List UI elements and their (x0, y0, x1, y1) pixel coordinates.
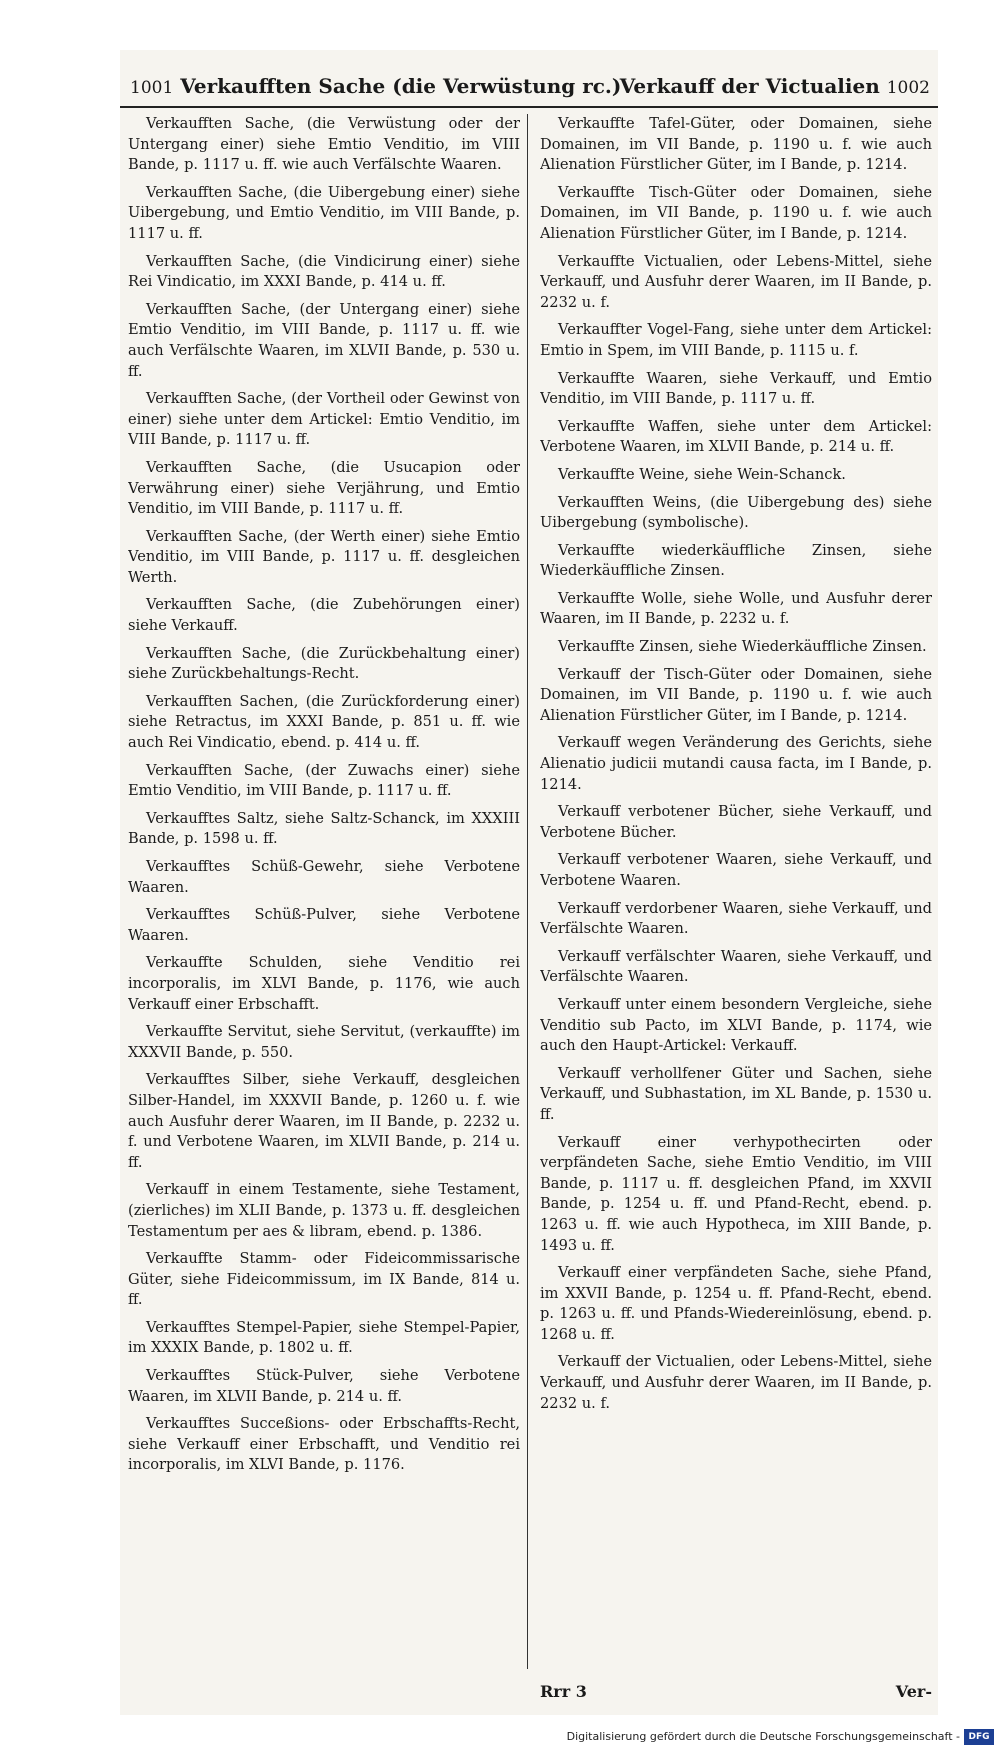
index-entry: Verkauffte Schulden, siehe Venditio rei incorporalis, im XLVI Bande, p. 1176, wie auch Verkauff einer Erbschafft. (128, 954, 520, 1013)
index-entry: Verkauff verfälschter Waaren, siehe Verkauff, und Verfälschte Waaren. (540, 947, 932, 986)
index-entry: Verkauffte Stamm- oder Fideicommissarische Güter, siehe Fideicommissum, im IX Bande, 814 u. ff. (128, 1250, 520, 1309)
index-entry: Verkauffte Tisch-Güter oder Domainen, siehe Domainen, im VII Bande, p. 1190 u. f. wie auch Alienation Fürstlicher Güter, im I Bande, p. 1214. (540, 183, 932, 242)
index-entry: Verkaufften Weins, (die Uibergebung des) siehe Uibergebung (symbolische). (540, 493, 932, 532)
page-number-right: 1002 (886, 78, 930, 98)
index-entry: Verkauff verbotener Bücher, siehe Verkauff, und Verbotene Bücher. (540, 803, 932, 841)
index-entry: Verkaufften Sache, (die Uibergebung einer) siehe Uibergebung, und Emtio Venditio, im VIII Bande, p. 1117 u. ff. (128, 183, 520, 242)
index-entry: Verkauff der Victualien, oder Lebens-Mittel, siehe Verkauff, und Ausfuhr derer Waaren, im II Bande, p. 2232 u. f. (540, 1353, 932, 1412)
running-title-left: Verkaufften Sache (die Verwüstung rc.) (180, 74, 622, 98)
book-page (120, 50, 938, 1715)
index-entry: Verkaufften Sache, (die Vindicirung einer) siehe Rei Vindicatio, im XXXI Bande, p. 414 u. ff. (128, 252, 520, 291)
text-columns (120, 114, 938, 1674)
index-entry: Verkauffte wiederkäuffliche Zinsen, siehe Wiederkäuffliche Zinsen. (540, 541, 932, 580)
index-entry: Verkauff verhollfener Güter und Sachen, siehe Verkauff, und Subhastation, im XL Bande, p. 1530 u. ff. (540, 1064, 932, 1123)
page-number-left: 1001 (130, 78, 174, 98)
index-entry: Verkaufftes Stück-Pulver, siehe Verbotene Waaren, im XLVII Bande, p. 214 u. ff. (128, 1367, 520, 1405)
index-entry: Verkaufftes Stempel-Papier, siehe Stempel-Papier, im XXXIX Bande, p. 1802 u. ff. (128, 1318, 520, 1357)
header-left (130, 74, 621, 98)
index-entry: Verkaufften Sachen, (die Zurückforderung einer) siehe Retractus, im XXXI Bande, p. 851 u. ff. wie auch Rei Vindicatio, ebend. p. 414 u. ff. (128, 692, 520, 752)
index-entry: Verkauffte Zinsen, siehe Wiederkäuffliche Zinsen. (558, 638, 927, 656)
column-divider (527, 114, 528, 1669)
index-entry: Verkauff einer verpfändeten Sache, siehe Pfand, im XXVII Bande, p. 1254 u. ff. Pfand-Recht, ebend. p. 1263 u. ff. und Pfands-Wiedereinlösung, ebend. p. 1268 u. ff. (540, 1264, 932, 1343)
index-entry: Verkauffter Vogel-Fang, siehe unter dem Artickel: Emtio in Spem, im VIII Bande, p. 1115 u. f. (540, 321, 932, 359)
index-entry: Verkaufften Sache, (die Zurückbehaltung einer) siehe Zurückbehaltungs-Recht. (128, 644, 520, 683)
signature-mark: Rrr 3 (540, 1682, 587, 1701)
index-entry: Verkaufftes Saltz, siehe Saltz-Schanck, im XXXIII Bande, p. 1598 u. ff. (128, 809, 520, 848)
index-entry: Verkaufftes Succeßions- oder Erbschaffts-Recht, siehe Verkauff einer Erbschafft, und Venditio rei incorporalis, im XLVI Bande, p. 1176. (128, 1415, 520, 1474)
running-header (120, 64, 938, 108)
right-column (540, 114, 932, 1421)
index-entry: Verkauffte Waffen, siehe unter dem Artickel: Verbotene Waaren, im XLVII Bande, p. 214 u. ff. (540, 417, 932, 456)
index-entry: Verkaufften Sache, (der Werth einer) siehe Emtio Venditio, im VIII Bande, p. 1117 u. ff. desgleichen Werth. (128, 527, 520, 586)
index-entry: Verkaufften Sache, (die Usucapion oder Verwährung einer) siehe Verjährung, und Emtio Venditio, im VIII Bande, p. 1117 u. ff. (128, 458, 520, 518)
footer-credit: Digitalisierung gefördert durch die Deutsche Forschungsgemeinschaft - (566, 1730, 960, 1743)
index-entry: Verkauffte Victualien, oder Lebens-Mittel, siehe Verkauff, und Ausfuhr derer Waaren, im II Bande, p. 2232 u. f. (540, 252, 932, 311)
index-entry: Verkauffte Servitut, siehe Servitut, (verkauffte) im XXXVII Bande, p. 550. (128, 1023, 520, 1061)
index-entry: Verkauff der Tisch-Güter oder Domainen, siehe Domainen, im VII Bande, p. 1190 u. f. wie auch Alienation Fürstlicher Güter, im I Bande, p. 1214. (540, 665, 932, 724)
index-entry: Verkauff unter einem besondern Vergleiche, siehe Venditio sub Pacto, im XLVI Bande, p. 1174, wie auch den Haupt-Artickel: Verkauff. (540, 995, 932, 1055)
digitization-footer (0, 1726, 1000, 1750)
running-title-right: Verkauff der Victualien (619, 74, 880, 98)
index-entry: Verkauffte Tafel-Güter, oder Domainen, siehe Domainen, im VII Bande, p. 1190 u. f. wie auch Alienation Fürstlicher Güter, im I Bande, p. 1214. (540, 115, 932, 174)
index-entry: Verkaufftes Schüß-Pulver, siehe Verbotene Waaren. (128, 906, 520, 944)
left-column (128, 114, 520, 1483)
index-entry: Verkauff einer verhypothecirten oder verpfändeten Sache, siehe Emtio Venditio, im VIII Bande, p. 1117 u. ff. desgleichen Pfand, im XXVII Bande, p. 1254 u. ff. und Pfand-Recht, ebend. p. 1263 u. ff. wie auch Hypotheca, im XIII Bande, p. 1493 u. ff. (540, 1133, 932, 1254)
index-entry: Verkaufften Sache, (der Zuwachs einer) siehe Emtio Venditio, im VIII Bande, p. 1117 u. ff. (128, 761, 520, 800)
index-entry: Verkauff wegen Veränderung des Gerichts, siehe Alienatio judicii mutandi causa facta, im I Bande, p. 1214. (540, 734, 932, 793)
index-entry: Verkauff in einem Testamente, siehe Testament, (zierliches) im XLII Bande, p. 1373 u. ff. desgleichen Testamentum per aes & libram, ebend. p. 1386. (128, 1181, 520, 1240)
dfg-logo: DFG (964, 1729, 994, 1745)
header-right (620, 74, 930, 98)
index-entry: Verkauffte Wolle, siehe Wolle, und Ausfuhr derer Waaren, im II Bande, p. 2232 u. f. (540, 589, 932, 628)
index-entry: Verkauff verdorbener Waaren, siehe Verkauff, und Verfälschte Waaren. (540, 899, 932, 938)
index-entry: Verkaufftes Silber, siehe Verkauff, desgleichen Silber-Handel, im XXXVII Bande, p. 1260 u. f. wie auch Ausfuhr derer Waaren, im II Bande, p. 2232 u. f. und Verbotene Waaren, im XLVII Bande, p. 214 u. ff. (128, 1071, 520, 1171)
catchword: Ver- (895, 1682, 932, 1701)
index-entry: Verkaufften Sache, (der Vortheil oder Gewinst von einer) siehe unter dem Artickel: Emtio Venditio, im VIII Bande, p. 1117 u. ff. (128, 390, 520, 449)
index-entry: Verkauff verbotener Waaren, siehe Verkauff, und Verbotene Waaren. (540, 851, 932, 889)
index-entry: Verkaufften Sache, (die Verwüstung oder der Untergang einer) siehe Emtio Venditio, im VIII Bande, p. 1117 u. ff. wie auch Verfälschte Waaren. (128, 115, 520, 174)
index-entry: Verkauffte Weine, siehe Wein-Schanck. (558, 465, 846, 483)
index-entry: Verkaufften Sache, (der Untergang einer) siehe Emtio Venditio, im VIII Bande, p. 1117 u. ff. wie auch Verfälschte Waaren, im XLVII Bande, p. 530 u. ff. (128, 300, 520, 380)
index-entry: Verkaufften Sache, (die Zubehörungen einer) siehe Verkauff. (128, 596, 520, 635)
index-entry: Verkaufftes Schüß-Gewehr, siehe Verbotene Waaren. (128, 858, 520, 896)
index-entry: Verkauffte Waaren, siehe Verkauff, und Emtio Venditio, im VIII Bande, p. 1117 u. ff. (540, 369, 932, 408)
